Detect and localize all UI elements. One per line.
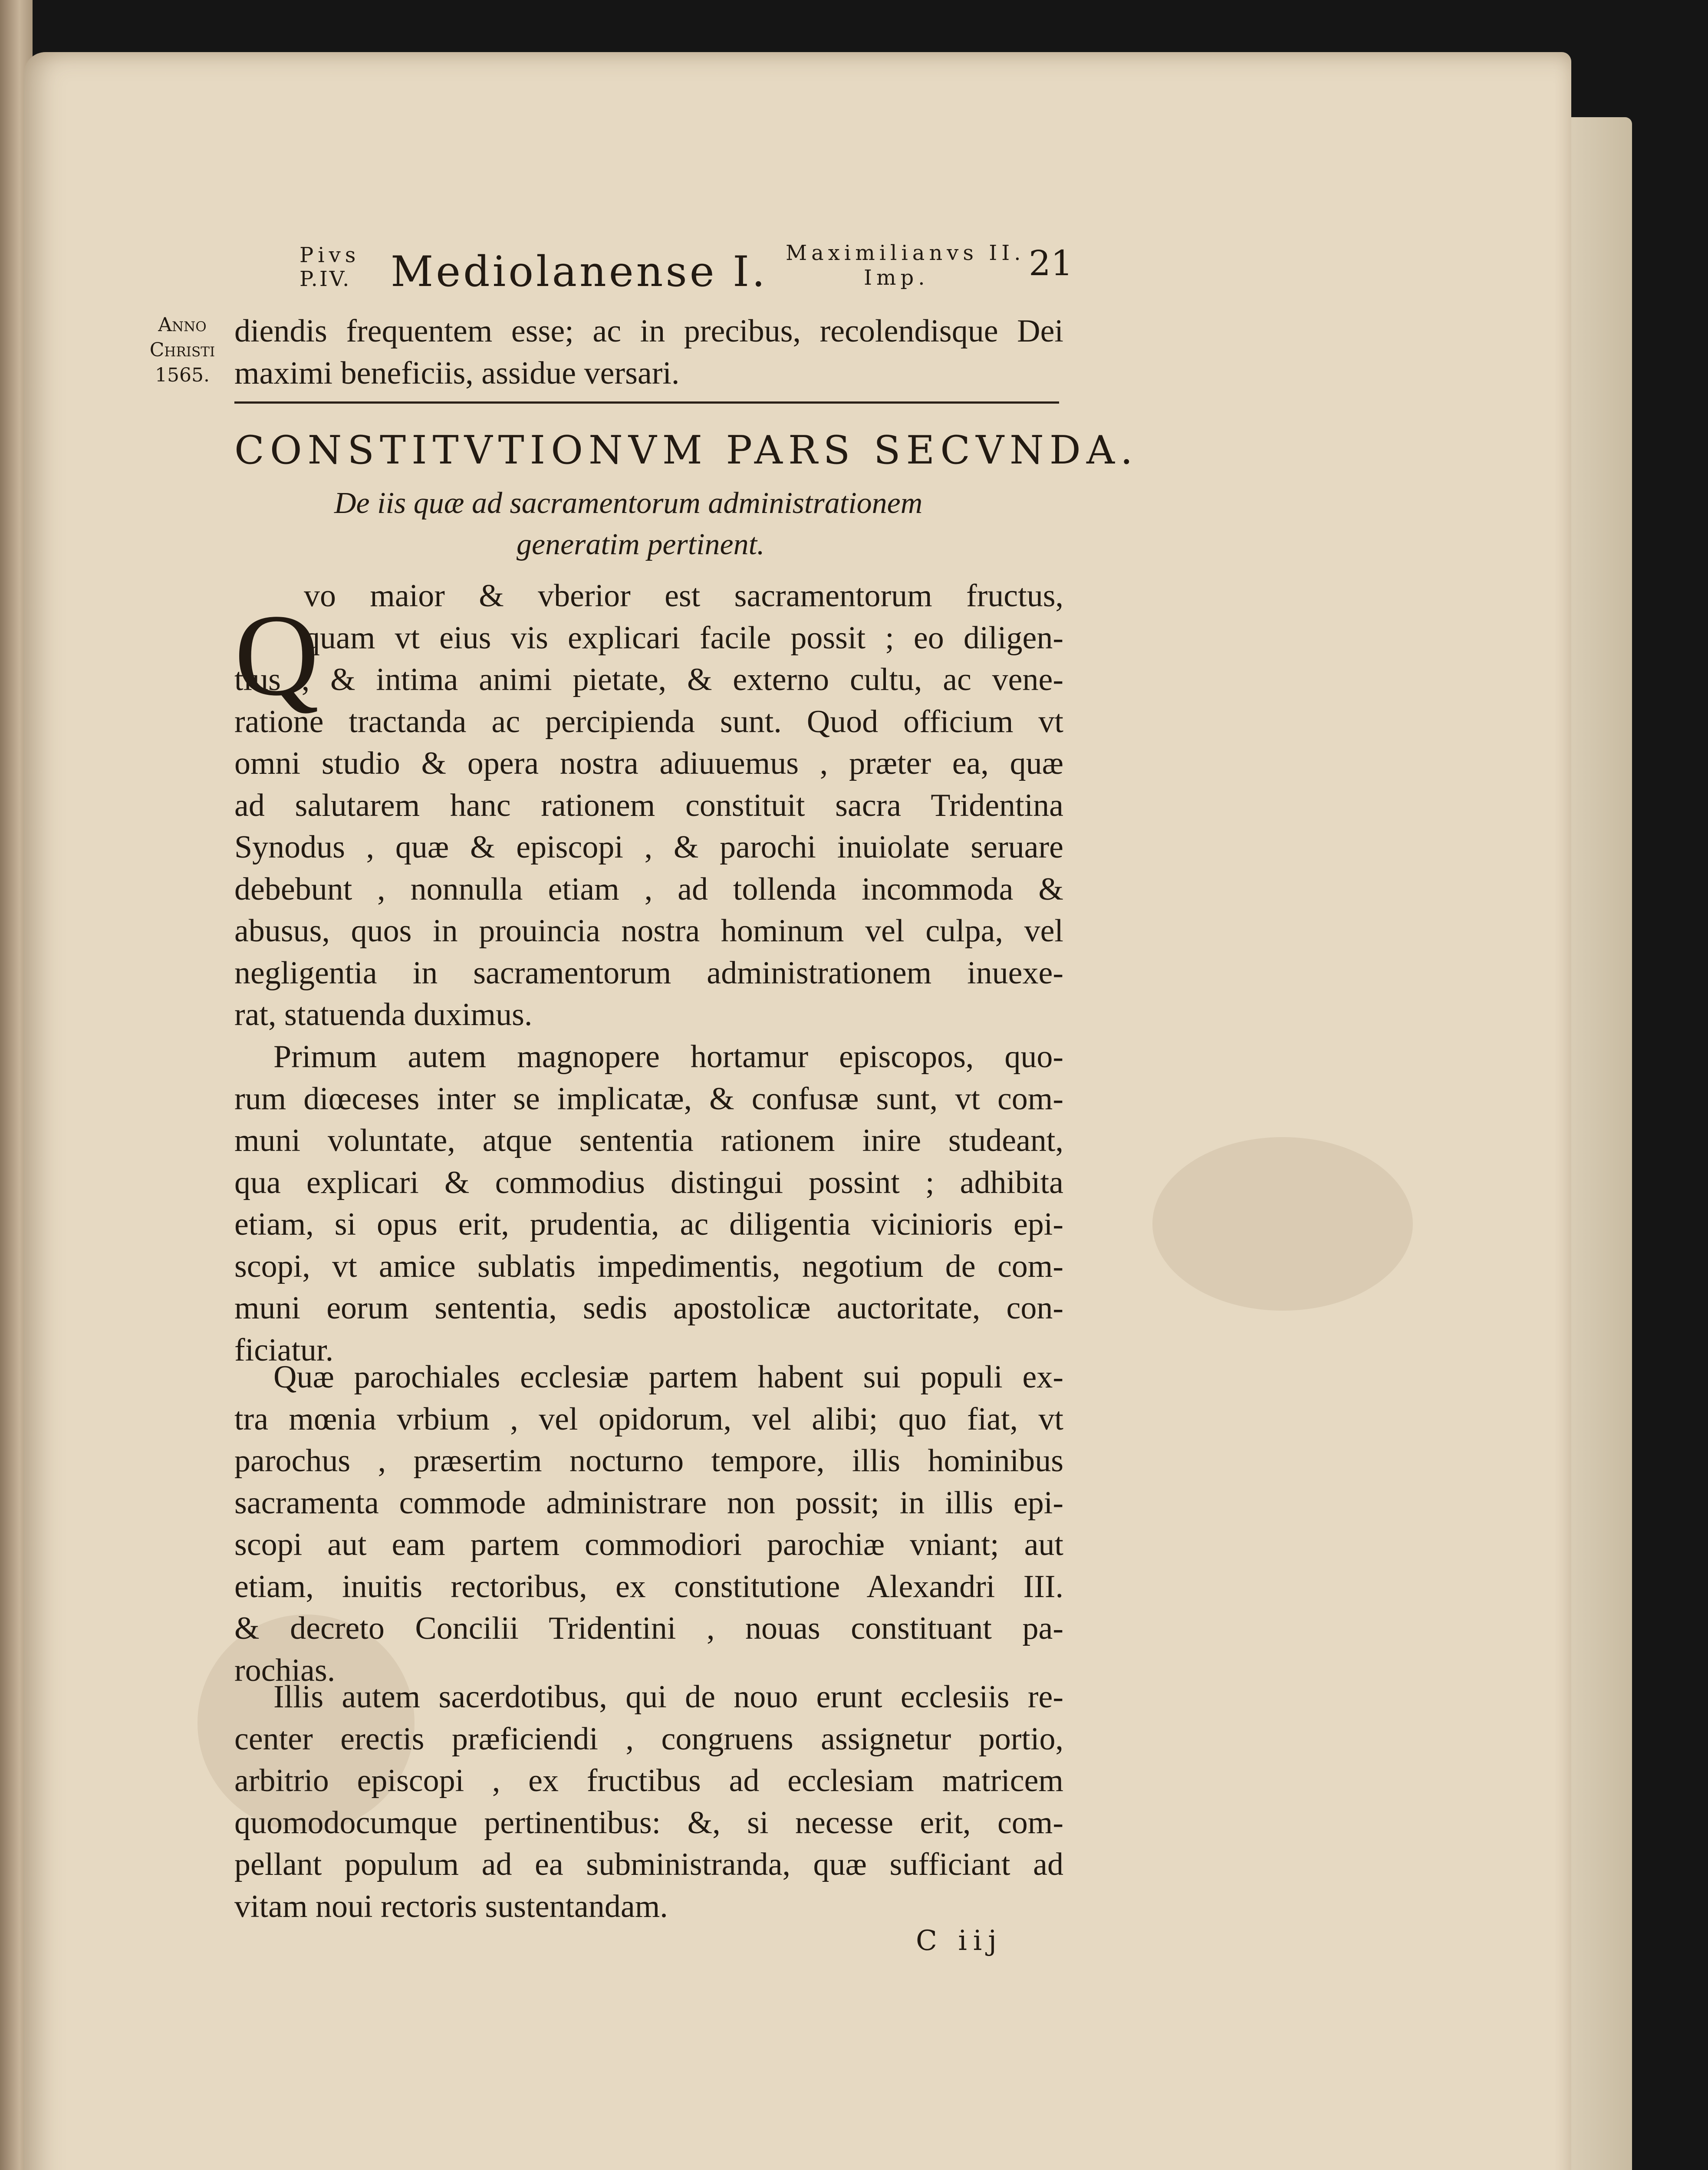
- page-number: 21: [1029, 243, 1073, 283]
- text-line: Synodus , quæ & episcopi , & parochi inuiolate seruare: [234, 829, 1063, 865]
- margin-note-line: Christi: [149, 339, 215, 361]
- paper-stain: [1152, 1137, 1413, 1311]
- paragraph-1: [234, 659, 1063, 1036]
- text-line: quomodocumque pertinentibus: &, si necesse erit, com-: [234, 1805, 1063, 1841]
- text-line: negligentia in sacramentorum administrationem inuexe-: [234, 955, 1063, 991]
- text-line: pellant populum ad ea subministranda, quæ sufficiant ad: [234, 1847, 1063, 1882]
- text-line: diendis frequentem esse; ac in precibus, recolendisque Dei: [234, 313, 1063, 349]
- text-line: scopi, vt amice sublatis impedimentis, negotium de com-: [234, 1248, 1063, 1284]
- text-line: rochias.: [234, 1652, 336, 1688]
- text-line: arbitrio episcopi , ex fructibus ad ecclesiam matricem: [234, 1763, 1063, 1798]
- text-line: etiam, inuitis rectoribus, ex constitutione Alexandri III.: [234, 1568, 1063, 1604]
- drop-cap: Q: [234, 590, 319, 720]
- margin-note-line: Anno: [158, 314, 207, 336]
- text-line: muni voluntate, atque sententia rationem inire studeant,: [234, 1123, 1063, 1158]
- text-line: & decreto Concilii Tridentini , nouas constituant pa-: [234, 1611, 1063, 1646]
- text-line: ad salutarem hanc rationem constituit sacra Tridentina: [234, 787, 1063, 823]
- running-head-title: Mediolanense I.: [391, 247, 768, 296]
- text-line: scopi aut eam partem commodiori parochiæ vniant; aut: [234, 1527, 1063, 1562]
- text-line: parochus , præsertim nocturno tempore, illis hominibus: [234, 1443, 1063, 1479]
- section-rule: [234, 401, 1059, 404]
- text-line: tius , & intima animi pietate, & externo cultu, ac vene-: [234, 662, 1063, 697]
- running-head-pope-numeral: P.IV.: [299, 267, 351, 291]
- text-line: tra mœnia vrbium , vel opidorum, vel alibi; quo fiat, vt: [234, 1401, 1063, 1437]
- text-line: sacramenta commode administrare non possit; in illis epi-: [234, 1485, 1063, 1521]
- section-title: CONSTITVTIONVM PARS SECVNDA.: [234, 427, 1139, 473]
- text-line: omni studio & opera nostra adiuuemus , præter ea, quæ: [234, 746, 1063, 781]
- section-subtitle-line1: De iis quæ ad sacramentorum administrationem: [334, 487, 923, 520]
- text-line: quam vt eius vis explicari facile possit ; eo diligen-: [304, 620, 1063, 656]
- running-head-emperor: Maximilianvs II.: [786, 241, 1025, 265]
- paragraph-3: [234, 1356, 1063, 1691]
- text-line: center erectis præficiendi , congruens assignetur portio,: [234, 1721, 1063, 1757]
- text-line: ratione tractanda ac percipienda sunt. Quod officium vt: [234, 704, 1063, 740]
- running-head-pope: Pivs: [299, 243, 360, 267]
- paragraph-1-head: [304, 575, 1063, 659]
- text-line: Primum autem magnopere hortamur episcopos, quo-: [273, 1039, 1063, 1075]
- text-line: abusus, quos in prouincia nostra hominum vel culpa, vel: [234, 913, 1063, 949]
- text-line: Quæ parochiales ecclesiæ partem habent sui populi ex-: [273, 1359, 1063, 1395]
- running-head-emperor-title: Imp.: [864, 266, 929, 290]
- text-line: vitam noui rectoris sustentandam.: [234, 1888, 668, 1924]
- text-line: ficiatur.: [234, 1332, 334, 1368]
- text-line: Illis autem sacerdotibus, qui de nouo erunt ecclesiis re-: [273, 1679, 1063, 1715]
- text-line: qua explicari & commodius distingui possint ; adhibita: [234, 1164, 1063, 1200]
- text-line: debebunt , nonnulla etiam , ad tollenda incommoda &: [234, 871, 1063, 907]
- margin-note-year: [139, 312, 226, 388]
- text-line: vo maior & vberior est sacramentorum fructus,: [304, 578, 1063, 614]
- signature-mark: C iij: [916, 1925, 1003, 1957]
- section-subtitle-line2: generatim pertinent.: [517, 528, 765, 561]
- text-line: maximi beneficiis, assidue versari.: [234, 355, 680, 391]
- text-line: etiam, si opus erit, prudentia, ac diligentia vicinioris epi-: [234, 1207, 1063, 1242]
- paragraph-2: [234, 1036, 1063, 1371]
- paragraph-4: [234, 1676, 1063, 1927]
- intro-text: [234, 310, 1063, 394]
- margin-note-line: 1565.: [155, 364, 210, 386]
- text-line: rum diœceses inter se implicatæ, & confusæ sunt, vt com-: [234, 1081, 1063, 1117]
- text-line: rat, statuenda duximus.: [234, 997, 533, 1032]
- text-line: muni eorum sententia, sedis apostolicæ auctoritate, con-: [234, 1290, 1063, 1326]
